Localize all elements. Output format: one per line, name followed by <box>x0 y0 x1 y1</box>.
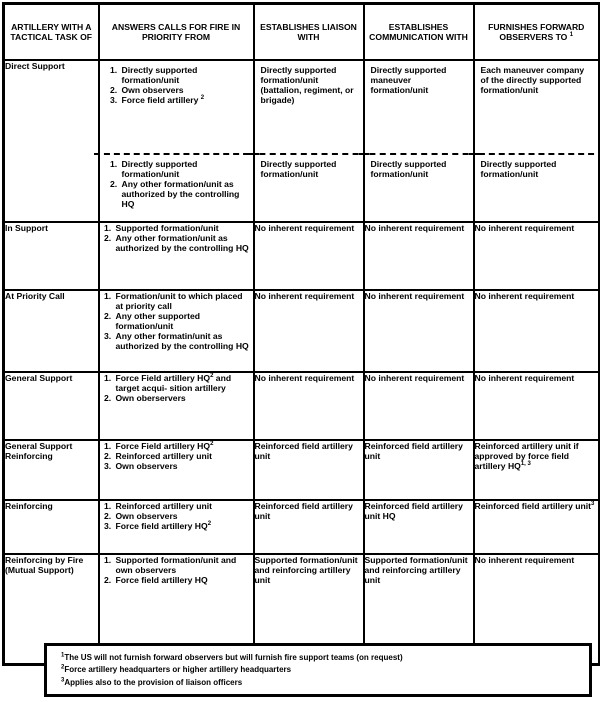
list-item: 1. Supported formation/unit and own observers <box>114 555 253 575</box>
answers-list <box>106 65 247 106</box>
cell-observers-gs-reinforcing <box>474 440 600 500</box>
cell-liaison-reinforcing: Reinforced field artillery unit <box>254 500 364 554</box>
task-general-support: General Support <box>4 372 99 440</box>
list-item <box>114 373 253 393</box>
list-item: 2. Any other supported formation/unit <box>114 311 253 331</box>
cell-communication-general-support: No inherent requirement <box>364 372 474 440</box>
cell-answers-direct-support <box>99 60 254 222</box>
cell-liaison-direct-support <box>254 60 364 222</box>
cell-answers-priority-call <box>99 290 254 372</box>
list-item: 2. Any other formation/unit as authorized by the controlling HQ <box>120 179 247 209</box>
list-item: 2. Reinforced artillery unit <box>114 451 253 461</box>
footnote-ref: 2 <box>210 372 214 379</box>
table-row-priority-call <box>4 290 600 372</box>
list-item: 1. Directly supported formation/unit <box>120 65 247 85</box>
header-liaison: ESTABLISHES LIAISON WITH <box>254 4 364 60</box>
footnote-mark: 2 <box>61 664 65 671</box>
footnote-ref: 1 <box>569 31 574 38</box>
sub-cell-top: Each maneuver company of the directly supported formation/unit <box>480 64 585 95</box>
cell-observers-priority-call: No inherent requirement <box>474 290 600 372</box>
header-row <box>4 4 600 60</box>
footnote-text: Force artillery headquarters or higher artillery headquarters <box>64 665 292 675</box>
answers-list <box>100 223 253 253</box>
cell-text: Reinforced field artillery unit <box>474 500 592 511</box>
footnote-text: Applies also to the provision of liaison officers <box>64 677 243 687</box>
cell-observers-reinforcing <box>474 500 600 554</box>
footnote-3 <box>61 677 575 689</box>
sub-cell-top: Directly supported formation/unit (battalion, regiment, or brigade) <box>260 64 354 105</box>
sub-cell-bottom <box>100 155 253 214</box>
sub-cell-bottom: Directly supported formation/unit <box>480 158 557 179</box>
footnote-1 <box>61 652 575 664</box>
list-item: 2. Own oberservers <box>114 393 253 403</box>
footnotes-box <box>44 643 592 697</box>
list-item-text: Force Field artillery HQ <box>115 440 211 451</box>
table-row-reinforcing <box>4 500 600 554</box>
cell-answers-reinforcing <box>99 500 254 554</box>
list-item <box>114 441 253 451</box>
sub-cell-top <box>100 61 253 153</box>
cell-communication-gs-reinforcing: Reinforced field artillery unit <box>364 440 474 500</box>
cell-observers-direct-support <box>474 60 600 222</box>
sub-cell-bottom: Directly supported formation/unit <box>260 158 337 179</box>
list-item: 2. Own observers <box>114 511 253 521</box>
footnote-ref: 2 <box>200 95 205 102</box>
task-priority-call: At Priority Call <box>4 290 99 372</box>
task-gs-reinforcing: General Support Reinforcing <box>4 440 99 500</box>
header-forward-observers-label: FURNISHES FORWARD OBSERVERS TO <box>488 21 585 42</box>
cell-observers-general-support: No inherent requirement <box>474 372 600 440</box>
list-item: 1. Formation/unit to which placed at priority call <box>114 291 253 311</box>
list-item-text: Force field artillery HQ <box>115 520 208 531</box>
footnote-ref: 3 <box>591 500 595 507</box>
list-item-text: Force field artillery <box>121 94 199 105</box>
cell-observers-mutual-support: No inherent requirement <box>474 554 600 665</box>
footnote-text: The US will not furnish forward observers but will furnish fire support teams (on request) <box>64 653 403 662</box>
footnote-ref: 2 <box>207 520 212 527</box>
answers-list <box>106 159 247 210</box>
answers-list <box>100 555 253 585</box>
cell-communication-mutual-support: Supported formation/unit and reinforcing artillery unit <box>364 554 474 665</box>
cell-answers-in-support <box>99 222 254 290</box>
task-mutual-support: Reinforcing by Fire (Mutual Support) <box>4 554 99 665</box>
header-answers-calls: ANSWERS CALLS FOR FIRE IN PRIORITY FROM <box>99 4 254 60</box>
cell-communication-direct-support <box>364 60 474 222</box>
cell-answers-general-support <box>99 372 254 440</box>
footnote-mark: 1 <box>61 652 65 659</box>
cell-liaison-priority-call: No inherent requirement <box>254 290 364 372</box>
list-item <box>114 521 253 531</box>
task-direct-support: Direct Support <box>4 60 99 222</box>
table-row-general-support <box>4 372 600 440</box>
cell-observers-in-support: No inherent requirement <box>474 222 600 290</box>
answers-list <box>100 373 253 403</box>
cell-answers-gs-reinforcing <box>99 440 254 500</box>
cell-liaison-mutual-support: Supported formation/unit and reinforcing artillery unit <box>254 554 364 665</box>
sub-cell-bottom: Directly supported formation/unit <box>370 158 447 179</box>
header-communication: ESTABLISHES COMMUNICATION WITH <box>364 4 474 60</box>
list-item: 3. Own observers <box>114 461 253 471</box>
footnote-2 <box>61 664 575 676</box>
cell-communication-priority-call: No inherent requirement <box>364 290 474 372</box>
list-item: 3. Any other formatin/unit as authorized by the controlling HQ <box>114 331 253 351</box>
list-item: 2. Own observers <box>120 85 247 95</box>
answers-list <box>100 441 253 471</box>
cell-liaison-in-support: No inherent requirement <box>254 222 364 290</box>
list-item-text: and target acqui- sition artillery <box>115 372 232 393</box>
sub-cell-top: Directly supported maneuver formation/unit <box>370 64 447 95</box>
answers-list <box>100 501 253 531</box>
cell-liaison-gs-reinforcing: Reinforced field artillery unit <box>254 440 364 500</box>
list-item <box>120 95 247 105</box>
list-item-text: Force Field artillery HQ <box>115 372 211 383</box>
list-item: 2. Any other formation/unit as authorized by the controlling HQ <box>114 233 253 253</box>
cell-communication-reinforcing: Reinforced field artillery unit HQ <box>364 500 474 554</box>
list-item: 1. Supported formation/unit <box>114 223 253 233</box>
task-in-support: In Support <box>4 222 99 290</box>
tactical-tasks-table <box>2 2 600 666</box>
header-task: ARTILLERY WITH A TACTICAL TASK OF <box>4 4 99 60</box>
task-reinforcing: Reinforcing <box>4 500 99 554</box>
list-item: 1. Directly supported formation/unit <box>120 159 247 179</box>
footnote-ref: 1, 3 <box>520 460 531 467</box>
table-row-gs-reinforcing <box>4 440 600 500</box>
answers-list <box>100 291 253 352</box>
header-forward-observers <box>474 4 600 60</box>
list-item: 1. Reinforced artillery unit <box>114 501 253 511</box>
footnote-mark: 3 <box>61 677 65 684</box>
cell-liaison-general-support: No inherent requirement <box>254 372 364 440</box>
footnote-ref: 2 <box>210 440 214 447</box>
list-item: 2. Force field artillery HQ <box>114 575 253 585</box>
table-row-in-support <box>4 222 600 290</box>
cell-text: Reinforced artillery unit if approved by force field artillery HQ <box>474 440 579 471</box>
table-row-direct-support <box>4 60 600 222</box>
cell-communication-in-support: No inherent requirement <box>364 222 474 290</box>
